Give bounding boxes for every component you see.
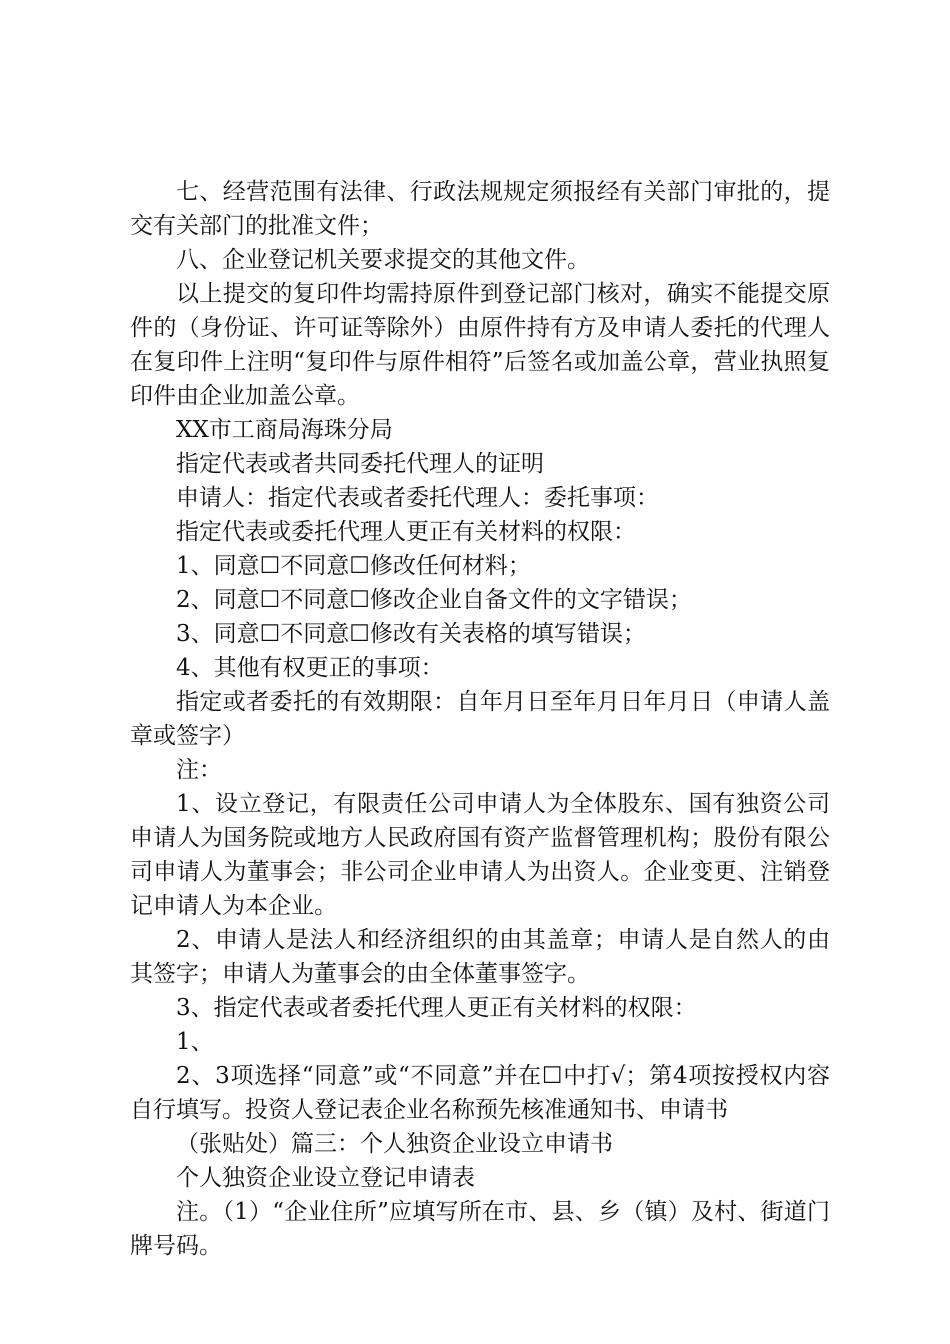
paragraph-other-docs: 八、企业登记机关要求提交的其他文件。 (176, 247, 590, 273)
paragraph-authority-heading: 指定代表或委托代理人更正有关材料的权限： (176, 519, 636, 545)
paragraph-certificate-title: 指定代表或者共同委托代理人的证明 (176, 451, 544, 477)
paragraph-note-3: 3、指定代表或者委托代理人更正有关材料的权限： (176, 995, 697, 1021)
paragraph-copies-note: 以上提交的复印件均需持原件到登记部门核对，确实不能提交原件的（身份证、许可证等除外）由原件持有方及申请人委托的代理人在复印件上注明“复印件与原件相符”后签名或加盖公章，营业执照复印件由企业加盖公章。 (130, 281, 830, 409)
paragraph-option-2: 2、同意☐不同意☐修改企业自备文件的文字错误； (176, 587, 692, 613)
paragraph-bureau: XX市工商局海珠分局 (176, 417, 393, 443)
paragraph-address-note: 注。（1）“企业住所”应填写所在市、县、乡（镇）及村、街道门牌号码。 (130, 1199, 830, 1259)
paragraph-section-three: （张贴处）篇三：个人独资企业设立申请书 (176, 1131, 613, 1157)
paragraph-option-3: 3、同意☐不同意☐修改有关表格的填写错误； (176, 621, 646, 647)
paragraph-note-3-item-1: 1、 (176, 1029, 214, 1055)
paragraph-note-1: 1、设立登记，有限责任公司申请人为全体股东、国有独资公司申请人为国务院或地方人民政府国有资产监督管理机构；股份有限公司申请人为董事会；非公司企业申请人为出资人。企业变更、注销登记申请人为本企业。 (130, 791, 830, 919)
paragraph-option-1: 1、同意☐不同意☐修改任何材料； (176, 553, 531, 579)
paragraph-form-title: 个人独资企业设立登记申请表 (176, 1165, 475, 1191)
document-body (130, 175, 830, 1263)
paragraph-note-heading: 注： (176, 757, 222, 783)
paragraph-note-2: 2、申请人是法人和经济组织的由其盖章；申请人是自然人的由其签字；申请人为董事会的由全体董事签字。 (130, 927, 830, 987)
paragraph-note-3-item-2: 2、3项选择“同意”或“不同意”并在☐中打√；第4项按授权内容自行填写。投资人登记表企业名称预先核准通知书、申请书 (130, 1063, 830, 1123)
paragraph-applicant-line: 申请人：指定代表或者委托代理人：委托事项： (176, 485, 659, 511)
paragraph-validity-period: 指定或者委托的有效期限：自年月日至年月日年月日（申请人盖章或签字） (130, 689, 830, 749)
paragraph-approval-docs: 七、经营范围有法律、行政法规规定须报经有关部门审批的，提交有关部门的批准文件； (130, 179, 830, 239)
paragraph-option-4: 4、其他有权更正的事项： (176, 655, 444, 681)
